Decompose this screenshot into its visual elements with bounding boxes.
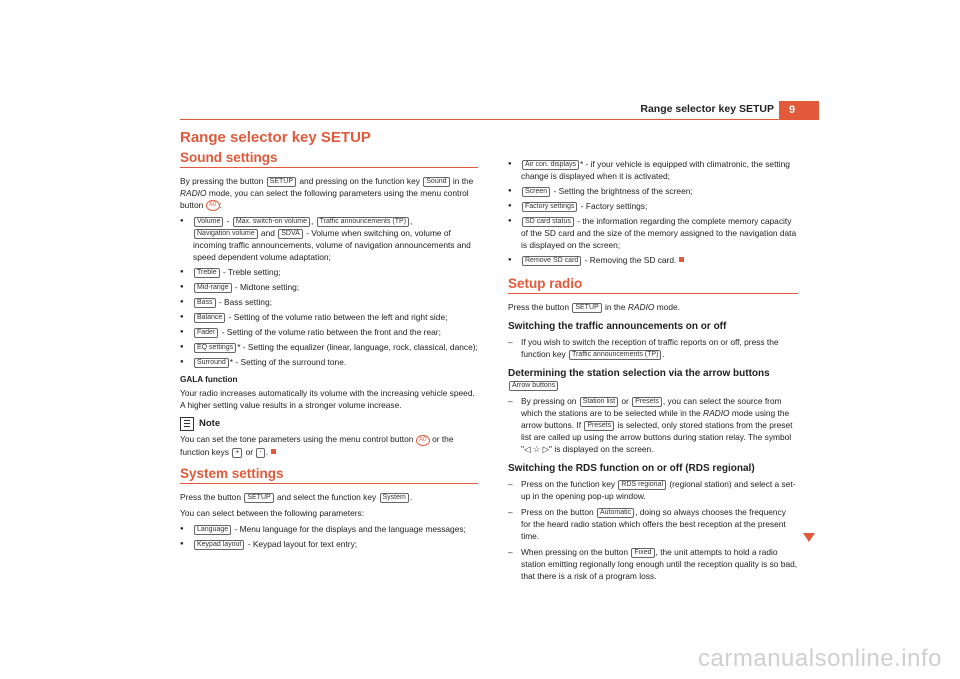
note-text: You can set the tone parameters using the menu control button A0 or the function keys + or - . [180,434,454,457]
list-item: ● Remove SD card - Removing the SD card. [508,254,798,266]
sound-intro: By pressing the button SETUP and pressing on the function key Sound in the RADIO mode, you can select the following parameters using the menu control button A0 : [180,176,474,210]
note-heading: Note [180,417,478,431]
sound-settings-heading: Sound settings [180,152,478,168]
setup-key: SETUP [267,177,296,187]
list-item: ● SD card status - the information regarding the complete memory capacity of the SD card and the size of the memory assigned to the navigation data is displayed on the screen; [508,215,798,251]
list-item: – By pressing on Station list or Presets , you can select the source from which the stations are to be selected while in the RADIO mode using the arrow buttons. If Presets is selected, only stored stations from the preset list are called up using the arrow buttons during station relay. The symbol "◁ ☆ ▷" is displayed on the screen. [508,395,798,455]
list-item: ● Fader - Setting of the volume ratio between the front and the rear; [180,326,478,338]
left-column [180,129,478,553]
list-item: ● Treble - Treble setting; [180,266,478,278]
list-item: – If you wish to switch the reception of traffic reports on or off, press the function key Traffic announcements (TP) . [508,336,798,360]
list-item: ● Language - Menu language for the displays and the language messages; [180,523,478,535]
list-item: ● EQ settings * - Setting the equalizer (linear, language, rock, classical, dance); [180,341,478,353]
watermark: carmanualsonline.info [698,645,942,672]
plus-key: + [232,448,242,458]
gala-text: Your radio increases automatically its volume with the increasing vehicle speed. A higher setting value results in a stronger volume increase. [180,388,475,411]
running-header-title: Range selector key SETUP [640,103,774,115]
page-number: 9 [779,101,819,119]
gala-heading: GALA function [180,375,238,385]
list-item: ● Keypad layout - Keypad layout for text entry; [180,538,478,550]
section-end-icon [271,449,276,454]
list-item: ● Balance - Setting of the volume ratio between the left and right side; [180,311,478,323]
list-item: – Press on the function key RDS regional (regional station) and select a set-up in the opening pop-up window. [508,478,798,502]
system-intro: Press the button SETUP and select the function key System . [180,491,413,502]
setup-intro: Press the button SETUP in the RADIO mode. [508,302,680,312]
right-column [508,158,798,586]
main-title: Range selector key SETUP [180,129,371,146]
note-icon [180,417,194,431]
system-settings-heading: System settings [180,468,478,484]
minus-key: - [256,448,264,458]
traffic-announcements-heading: Switching the traffic announcements on or off [508,321,727,332]
list-item: ● Screen - Setting the brightness of the screen; [508,185,798,197]
list-item: ● Bass - Bass setting; [180,296,478,308]
station-symbol-icon: ◁ ☆ ▷ [523,444,550,454]
arrow-buttons-heading: Determining the station selection via the arrow buttons Arrow buttons [508,368,770,389]
setup-radio-heading: Setup radio [508,278,798,294]
system-text: You can select between the following parameters: [180,507,365,518]
menu-control-knob-icon: A0 [206,200,220,211]
sound-key: Sound [423,177,449,187]
rds-heading: Switching the RDS function on or off (RDS regional) [508,463,755,474]
continue-arrow-icon [803,533,815,542]
list-item: ● Air con. displays * - if your vehicle is equipped with climatronic, the setting change is displayed when it is activated; [508,158,798,182]
section-end-icon [679,257,684,262]
menu-control-knob-icon: A0 [416,435,430,446]
list-item: – When pressing on the button Fixed , the unit attempts to hold a radio station emitting regionally long enough until the reception quality is so bad, that there is a risk of a program loss. [508,546,798,582]
list-item: – Press on the button Automatic , doing so always chooses the frequency for the heard radio station which offers the best reception at the present time. [508,506,798,542]
list-item: ● Volume - Max. switch-on volume , Traffic announcements (TP) , Navigation volume and SDVA - Volume when switching on, volume of incoming traffic announcements, volume of navigation announcements and speed dependent volume adaptation; [180,215,478,263]
header-rule [180,119,819,120]
list-item: ● Factory settings - Factory settings; [508,200,798,212]
list-item: ● Surround * - Setting of the surround tone. [180,356,478,368]
list-item: ● Mid-range - Midtone setting; [180,281,478,293]
